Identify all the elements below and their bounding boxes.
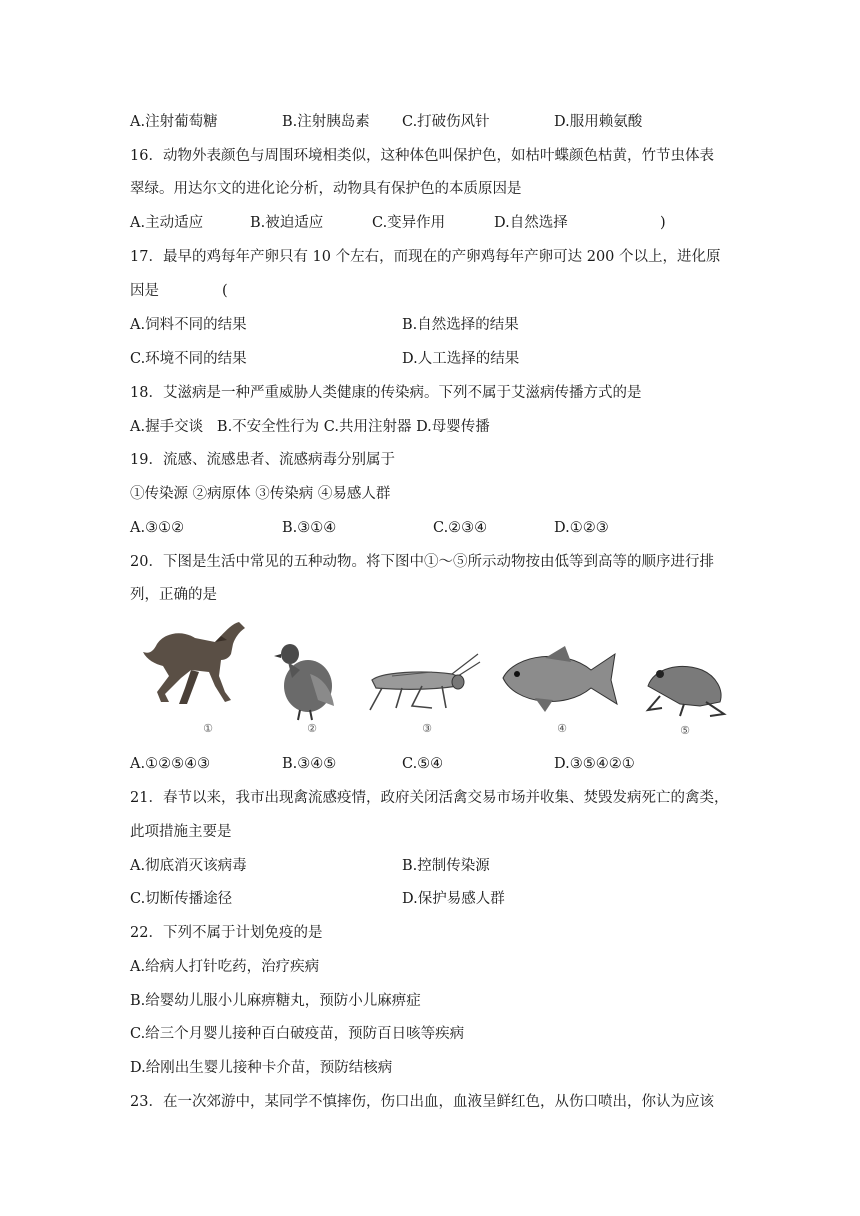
q19-stem-line2: ①传染源 ②病原体 ③传染病 ④易感人群 [130, 486, 391, 502]
q22-option-b: B.给婴幼儿服小儿麻痹糖丸，预防小儿麻痹症 [130, 993, 421, 1009]
q22-option-a: A.给病人打针吃药，治疗疾病 [130, 959, 320, 975]
q19-option-d: D.①②③ [554, 520, 609, 536]
q16-close-paren: ) [660, 215, 666, 231]
q21-stem-line2: 此项措施主要是 [130, 824, 232, 840]
q16-option-d: D.自然选择 [494, 215, 568, 231]
q20-option-c: C.⑤④ [402, 756, 444, 772]
figure-label-4: ④ [557, 722, 567, 735]
q21-option-c: C.切断传播途径 [130, 891, 233, 907]
q22-option-c: C.给三个月婴儿接种百白破疫苗，预防百日咳等疾病 [130, 1026, 465, 1042]
q15-option-d: D.服用赖氨酸 [554, 114, 643, 130]
q17-option-a: A.饲料不同的结果 [130, 317, 247, 333]
q16-option-a: A.主动适应 [130, 215, 204, 231]
q18-stem: 18．艾滋病是一种严重威胁人类健康的传染病。下列不属于艾滋病传播方式的是 [130, 385, 642, 401]
figure-label-3: ③ [422, 722, 432, 735]
q21-option-d: D.保护易感人群 [402, 891, 505, 907]
q16-option-b: B.被迫适应 [250, 215, 324, 231]
q20-option-a: A.①②⑤④③ [130, 756, 211, 772]
q20-stem-line1: 20．下图是生活中常见的五种动物。将下图中①～⑤所示动物按由低等到高等的顺序进行排 [130, 554, 714, 570]
grasshopper-image [362, 650, 482, 720]
pigeon-image [270, 634, 340, 724]
q20-stem-line2: 列，正确的是 [130, 587, 217, 603]
q19-option-a: A.③①② [130, 520, 185, 536]
q17-option-b: B.自然选择的结果 [402, 317, 519, 333]
q20-option-b: B.③④⑤ [282, 756, 337, 772]
q21-stem-line1: 21．春节以来，我市出现禽流感疫情，政府关闭活禽交易市场并收集、焚毁发病死亡的禽类， [130, 790, 729, 806]
q21-option-b: B.控制传染源 [402, 858, 490, 874]
q17-option-c: C.环境不同的结果 [130, 351, 247, 367]
q19-stem-line1: 19．流感、流感患者、流感病毒分别属于 [130, 452, 395, 468]
frog-image [640, 656, 730, 720]
q16-stem-line1: 16．动物外表颜色与周围环境相类似，这种体色叫保护色，如枯叶蝶颜色枯黄，竹节虫体表 [130, 148, 714, 164]
q16-stem-line2: 翠绿。用达尔文的进化论分析，动物具有保护色的本质原因是 [130, 181, 522, 197]
q17-option-d: D.人工选择的结果 [402, 351, 520, 367]
fish-image [495, 640, 625, 720]
figure-label-5: ⑤ [680, 724, 690, 737]
q19-option-b: B.③①④ [282, 520, 337, 536]
horse-image [135, 614, 255, 714]
figure-label-2: ② [307, 722, 317, 735]
q19-option-c: C.②③④ [433, 520, 488, 536]
q15-option-a: A.注射葡萄糖 [130, 114, 218, 130]
q18-options: A.握手交谈 B.不安全性行为 C.共用注射器 D.母婴传播 [130, 419, 490, 435]
q22-option-d: D.给刚出生婴儿接种卡介苗，预防结核病 [130, 1060, 393, 1076]
q21-option-a: A.彻底消灭该病毒 [130, 858, 247, 874]
figure-label-1: ① [203, 722, 213, 735]
q17-open-paren: ( [222, 283, 228, 299]
q17-stem-line1: 17．最早的鸡每年产卵只有 10 个左右，而现在的产卵鸡每年产卵可达 200 个以上，进化原 [130, 249, 721, 265]
q15-option-b: B.注射胰岛素 [282, 114, 370, 130]
q22-stem: 22．下列不属于计划免疫的是 [130, 925, 323, 941]
q16-option-c: C.变异作用 [372, 215, 446, 231]
q15-option-c: C.打破伤风针 [402, 114, 490, 130]
q17-stem-line2: 因是 [130, 283, 159, 299]
animals-figure [130, 612, 730, 742]
q23-stem: 23．在一次郊游中，某同学不慎摔伤，伤口出血，血液呈鲜红色，从伤口喷出，你认为应该 [130, 1094, 714, 1110]
q20-option-d: D.③⑤④②① [554, 756, 635, 772]
